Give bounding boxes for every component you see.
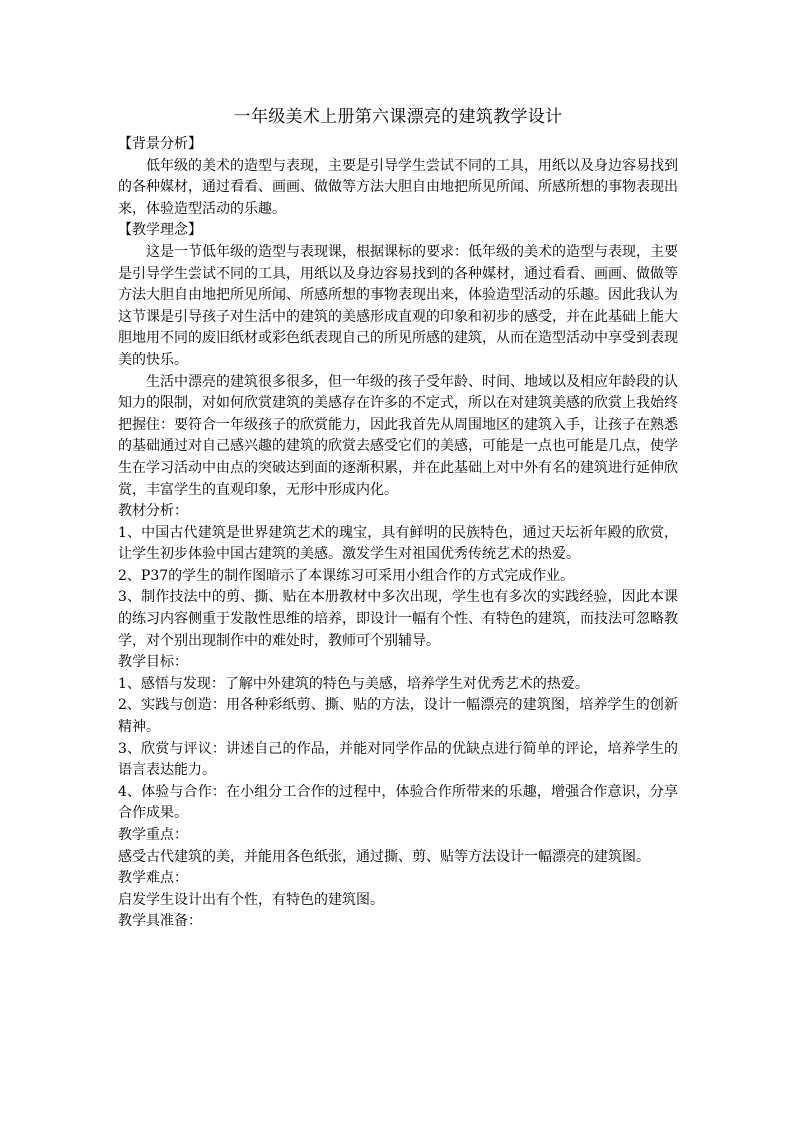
section-line: 感受古代建筑的美，并能用各色纸张，通过撕、剪、贴等方法设计一幅漂亮的建筑图。 — [118, 848, 650, 865]
section-line: 教学具准备： — [118, 913, 202, 930]
body-paragraph: 生活中漂亮的建筑很多很多，但一年级的孩子受年龄、时间、地域以及相应年龄段的认知力的限制，对如何欣赏建筑的美感存在许多的不定式，所以在对建筑美感的欣赏上我始终把握住：要符合一年级孩子的欣赏能力，因此我首先从周围地区的建筑入手，让孩子在熟悉的基础通过对自己感兴趣的建筑的欣赏去感受它们的美感，可能是一点也可能是几点，使学生在学习活动中由点的突破达到面的逐渐积累，并在此基础上对中外有名的建筑进行延伸欣赏，丰富学生的直观印象，无形中形成内化。 — [118, 373, 678, 498]
section-line: 1、中国古代建筑是世界建筑艺术的瑰宝，具有鲜明的民族特色，通过天坛祈年殿的欣赏，让学生初步体验中国古建筑的美感。激发学生对祖国优秀传统艺术的热爱。 — [118, 524, 678, 563]
document-body — [118, 134, 678, 933]
section-line: 3、欣赏与评议：讲述自己的作品，并能对同学作品的优缺点进行简单的评论，培养学生的语言表达能力。 — [118, 740, 678, 779]
section-line: 2、实践与创造：用各种彩纸剪、撕、贴的方法，设计一幅漂亮的建筑图，培养学生的创新精神。 — [118, 697, 678, 736]
body-paragraph: 低年级的美术的造型与表现，主要是引导学生尝试不同的工具，用纸以及身边容易找到的各种媒材，通过看看、画画、做做等方法大胆自由地把所见所闻、所感所想的事物表现出来，体验造型活动的乐趣。 — [118, 157, 678, 217]
section-line: 4、体验与合作：在小组分工合作的过程中，体验合作所带来的乐趣，增强合作意识，分享合作成果。 — [118, 783, 678, 822]
section-line: 启发学生设计出有个性，有特色的建筑图。 — [118, 891, 384, 908]
section-line: 教学难点： — [118, 870, 188, 887]
section-line: 教学目标： — [118, 654, 188, 671]
section-line: 【教学理念】 — [118, 222, 202, 239]
document-page — [118, 104, 678, 933]
body-paragraph: 这是一节低年级的造型与表现课，根据课标的要求：低年级的美术的造型与表现，主要是引导学生尝试不同的工具，用纸以及身边容易找到的各种媒材，通过看看、画画、做做等方法大胆自由地把所见所闻、所感所想的事物表现出来，体验造型活动的乐趣。因此我认为这节课是引导孩子对生活中的建筑的美感形成直观的印象和初步的感受，并在此基础上能大胆地用不同的废旧纸材或彩色纸表现自己的所见所感的建筑，从而在造型活动中享受到表现美的快乐。 — [118, 243, 678, 368]
section-line: 2、P37的学生的制作图暗示了本课练习可采用小组合作的方式完成作业。 — [118, 567, 575, 584]
section-line: 教学重点： — [118, 827, 188, 843]
section-line: 1、感悟与发现：了解中外建筑的特色与美感，培养学生对优秀艺术的热爱。 — [118, 675, 589, 692]
section-line: 3、制作技法中的剪、撕、贴在本册教材中多次出现，学生也有多次的实践经验，因此本课的练习内容侧重于发散性思维的培养，即设计一幅有个性、有特色的建筑，而技法可忽略教学，对个别出现制作中的难处时，教师可个别辅导。 — [118, 589, 678, 649]
section-line: 教材分析： — [118, 503, 188, 520]
section-line: 【背景分析】 — [118, 136, 202, 152]
document-title: 一年级美术上册第六课漂亮的建筑教学设计 — [233, 107, 563, 127]
